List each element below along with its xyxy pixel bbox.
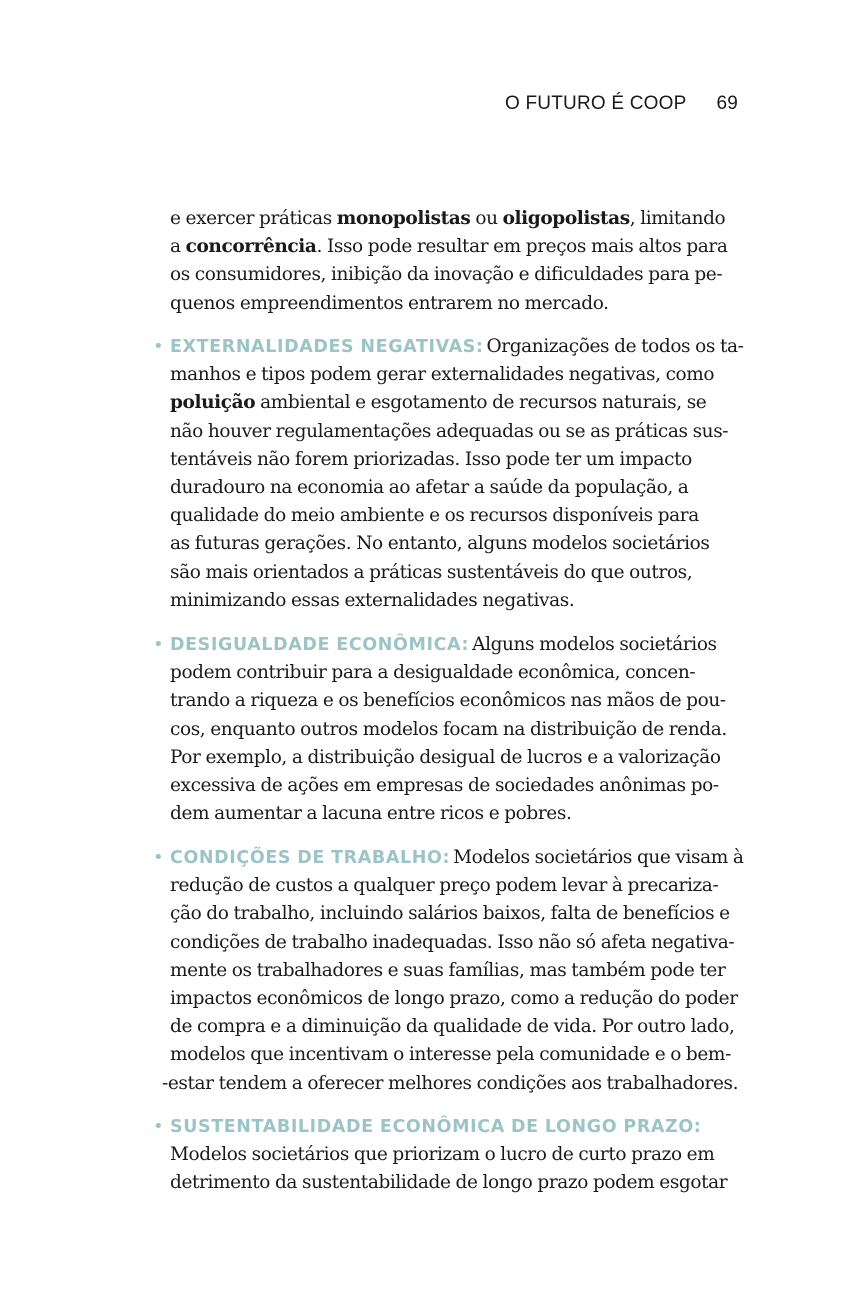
running-header: [505, 93, 738, 115]
text-line: Modelos societários que priorizam o lucro de curto prazo em: [170, 1144, 715, 1166]
text-line: DESIGUALDADE ECONÔMICA: Alguns modelos societários: [170, 634, 717, 655]
bold-term: concorrência: [185, 236, 317, 258]
text-line: ção do trabalho, incluindo salários baixos, falta de benefícios e: [170, 903, 730, 925]
bullet-term: CONDIÇÕES DE TRABALHO:: [170, 848, 451, 868]
text-line: minimizando essas externalidades negativas.: [170, 589, 575, 611]
bullet-externalidades-negativas: [153, 333, 745, 615]
text-line: duradouro na economia ao afetar a saúde da população, a: [170, 477, 689, 499]
bullet-term: DESIGUALDADE ECONÔMICA:: [170, 635, 470, 655]
text-line: manhos e tipos podem gerar externalidades negativas, como: [170, 364, 715, 386]
text-line: condições de trabalho inadequadas. Isso não só afeta negativa-: [170, 931, 735, 953]
bullet-icon: •: [153, 847, 164, 868]
bold-term: oligopolistas: [502, 208, 630, 229]
text-line: dem aumentar a lacuna entre ricos e pobres.: [170, 803, 572, 825]
bullet-condicoes-de-trabalho: [153, 844, 745, 1098]
text-line: modelos que incentivam o interesse pela comunidade e o bem-: [170, 1044, 731, 1066]
text-line: impactos econômicos de longo prazo, como a redução do poder: [170, 988, 738, 1010]
text-line: mente os trabalhadores e suas famílias, mas também pode ter: [170, 959, 726, 981]
text-line: Por exemplo, a distribuição desigual de lucros e a valorização: [170, 746, 721, 768]
bold-term: monopolistas: [336, 208, 471, 229]
bullet-desigualdade-economica: [153, 631, 745, 828]
text-line: -estar tendem a oferecer melhores condições aos trabalhadores.: [162, 1072, 739, 1094]
text-line: de compra e a diminuição da qualidade de vida. Por outro lado,: [170, 1016, 735, 1038]
text-line: trando a riqueza e os benefícios econômicos nas mãos de pou-: [170, 690, 726, 712]
text-line: podem contribuir para a desigualdade econômica, concen-: [170, 662, 696, 684]
text-line: qualidade do meio ambiente e os recursos disponíveis para: [170, 505, 699, 527]
text-line: tentáveis não forem priorizadas. Isso pode ter um impacto: [170, 448, 692, 470]
bullet-icon: •: [153, 336, 164, 357]
text-line: cos, enquanto outros modelos focam na distribuição de renda.: [170, 718, 727, 740]
text-line: a concorrência. Isso pode resultar em preços mais altos para: [170, 236, 728, 258]
text-line: não houver regulamentações adequadas ou se as práticas sus-: [170, 420, 729, 442]
bullet-term: SUSTENTABILIDADE ECONÔMICA DE LONGO PRAZO:: [170, 1117, 702, 1137]
page-number: 69: [716, 93, 738, 114]
text-line: detrimento da sustentabilidade de longo prazo podem esgotar: [170, 1172, 728, 1194]
text-line: as futuras gerações. No entanto, alguns modelos societários: [170, 533, 710, 555]
text-line: CONDIÇÕES DE TRABALHO: Modelos societários que visam à: [170, 847, 744, 868]
intro-paragraph: [170, 205, 745, 318]
bullet-icon: •: [153, 634, 164, 655]
text-line: [170, 1113, 745, 1141]
text-line: EXTERNALIDADES NEGATIVAS: Organizações de todos os ta-: [170, 336, 744, 357]
bullet-sustentabilidade-economica: [153, 1113, 745, 1198]
text-line: quenos empreendimentos entrarem no mercado.: [170, 292, 609, 314]
bold-term: poluição: [170, 392, 256, 414]
text-line: redução de custos a qualquer preço podem levar à precariza-: [170, 875, 719, 897]
bullet-term: EXTERNALIDADES NEGATIVAS:: [170, 337, 484, 357]
text-line: os consumidores, inibição da inovação e dificuldades para pe-: [170, 264, 723, 286]
text-line: excessiva de ações em empresas de sociedades anônimas po-: [170, 775, 719, 797]
text-line: são mais orientados a práticas sustentáveis do que outros,: [170, 561, 693, 583]
text-line: e exercer práticas monopolistas ou oligopolistas, limitando: [170, 208, 726, 229]
bullet-icon: •: [153, 1116, 164, 1137]
running-title: O FUTURO É COOP: [505, 93, 687, 114]
text-line: poluição ambiental e esgotamento de recursos naturais, se: [170, 392, 707, 414]
